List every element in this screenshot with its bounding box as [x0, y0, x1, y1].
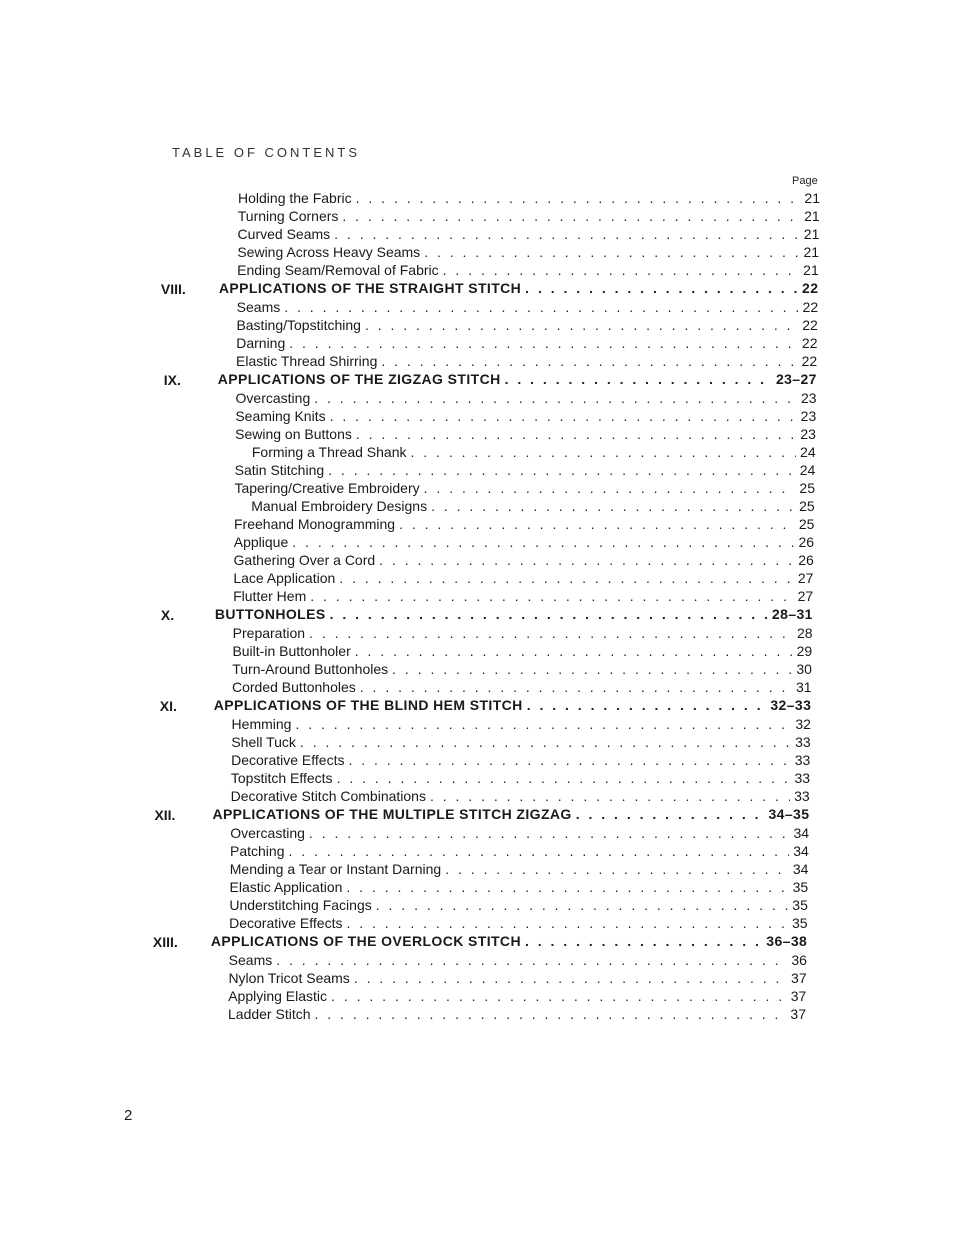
toc-entry-row — [0, 552, 954, 570]
toc-entry-row — [0, 988, 954, 1006]
toc-line — [214, 697, 812, 713]
toc-line — [228, 970, 806, 986]
entry-title: Overcasting — [230, 825, 305, 841]
dot-leader — [284, 299, 798, 315]
dot-leader — [525, 280, 798, 296]
dot-leader — [315, 1006, 787, 1022]
dot-leader — [430, 788, 790, 804]
page-ref: 24 — [800, 444, 816, 460]
dot-leader — [295, 716, 791, 732]
toc-line — [238, 208, 820, 224]
entry-title: Shell Tuck — [231, 734, 296, 750]
toc-entry-row — [0, 897, 954, 915]
dot-leader — [339, 570, 794, 586]
entry-title: Freehand Monogramming — [234, 516, 396, 532]
section-number: IX. — [163, 372, 181, 388]
toc-entry-row — [0, 208, 954, 226]
entry-title: Elastic Thread Shirring — [236, 353, 378, 369]
toc-entry-row — [0, 716, 954, 734]
dot-leader — [288, 843, 789, 859]
toc-line — [237, 244, 819, 260]
page-ref: 33 — [794, 788, 810, 804]
entry-title: Seams — [228, 952, 273, 968]
page-ref: 22 — [802, 280, 819, 296]
dot-leader — [399, 516, 795, 532]
dot-leader — [289, 335, 798, 351]
page-ref: 29 — [796, 643, 813, 659]
page-number: 2 — [124, 1107, 133, 1124]
page-ref: 34–35 — [768, 806, 810, 822]
entry-title: Seaming Knits — [235, 408, 326, 424]
dot-leader — [330, 606, 768, 622]
toc-entry-row — [0, 661, 954, 679]
toc-line — [229, 915, 807, 931]
section-title: APPLICATIONS OF THE MULTIPLE STITCH ZIGZAG — [212, 806, 572, 822]
toc-entry-row — [0, 444, 954, 462]
toc-line — [235, 408, 816, 424]
entry-title: Ladder Stitch — [228, 1006, 311, 1022]
entry-title: Curved Seams — [237, 226, 331, 242]
dot-leader — [300, 734, 791, 750]
page-ref: 34 — [793, 843, 809, 859]
entry-title: Built-in Buttonholer — [232, 643, 351, 659]
entry-title: Basting/Topstitching — [236, 317, 361, 333]
entry-title: Elastic Application — [229, 879, 343, 895]
toc-line — [230, 879, 809, 895]
dot-leader — [576, 806, 765, 822]
dot-leader — [334, 226, 800, 242]
page-ref: 32 — [795, 716, 811, 732]
section-number: VIII. — [160, 281, 186, 297]
toc-entry-row — [0, 625, 954, 643]
entry-title: Decorative Effects — [229, 915, 343, 931]
entry-title: Topstitch Effects — [230, 770, 333, 786]
toc-entry-row — [0, 462, 954, 480]
section-title: APPLICATIONS OF THE OVERLOCK STITCH — [210, 933, 521, 949]
entry-title: Overcasting — [235, 390, 311, 406]
toc-line — [236, 390, 817, 406]
dot-leader — [525, 933, 762, 949]
toc-entry-row — [0, 353, 954, 371]
dot-leader — [505, 371, 772, 387]
dot-leader — [330, 408, 797, 424]
toc-section-row — [0, 371, 954, 390]
dot-leader — [424, 244, 799, 260]
toc-line — [228, 1006, 806, 1022]
toc-line — [215, 606, 813, 622]
toc-line — [234, 480, 815, 496]
toc-entry-row — [0, 879, 954, 897]
toc-entry-row — [0, 752, 954, 770]
section-number: XII. — [154, 807, 176, 823]
dot-leader — [331, 988, 787, 1004]
toc-line — [234, 516, 814, 532]
page-ref: 25 — [799, 498, 815, 514]
section-title: APPLICATIONS OF THE BLIND HEM STITCH — [213, 697, 523, 713]
dot-leader — [328, 462, 796, 478]
dot-leader — [346, 915, 788, 931]
toc-line — [212, 806, 809, 822]
entry-title: Sewing Across Heavy Seams — [237, 244, 421, 260]
page-ref: 34 — [792, 861, 809, 877]
entry-title: Manual Embroidery Designs — [251, 498, 428, 514]
section-number: XIII. — [152, 934, 178, 950]
dot-leader — [443, 262, 800, 278]
toc-line — [233, 625, 813, 641]
toc-line — [232, 661, 812, 677]
toc-entry-row — [0, 390, 954, 408]
toc-entry-row — [0, 952, 954, 970]
toc-line — [230, 825, 809, 841]
toc-line — [231, 770, 810, 786]
toc-entry-row — [0, 915, 954, 933]
toc-line — [229, 952, 807, 968]
entry-title: Seams — [236, 299, 281, 315]
toc-entry-row — [0, 825, 954, 843]
toc-line — [232, 679, 812, 695]
page-ref: 31 — [796, 679, 812, 695]
entry-title: Understitching Facings — [229, 897, 372, 913]
page-ref: 26 — [798, 534, 815, 550]
dot-leader — [342, 208, 800, 224]
page-ref: 21 — [804, 190, 820, 206]
entry-title: Ending Seam/Removal of Fabric — [237, 262, 439, 278]
dot-leader — [392, 661, 792, 677]
dot-leader — [410, 444, 796, 460]
page-ref: 32–33 — [770, 697, 812, 713]
dot-leader — [360, 679, 792, 695]
toc-line — [218, 371, 817, 387]
toc-line — [231, 734, 810, 750]
page-ref: 26 — [798, 552, 814, 568]
toc-section-row — [0, 697, 954, 716]
entry-title: Tapering/Creative Embroidery — [234, 480, 420, 496]
toc-line — [236, 335, 817, 351]
entry-title: Forming a Thread Shank — [251, 444, 407, 460]
entry-title: Applique — [233, 534, 289, 550]
toc-entry-row — [0, 734, 954, 752]
dot-leader — [309, 825, 790, 841]
page-ref: 27 — [797, 570, 814, 586]
toc-entry-row — [0, 679, 954, 697]
entry-title: Hemming — [231, 716, 292, 732]
toc-line — [231, 788, 810, 804]
toc-section-row — [0, 806, 954, 825]
entry-title: Turn-Around Buttonholes — [232, 661, 389, 677]
toc-line — [228, 988, 806, 1004]
entry-title: Gathering Over a Cord — [233, 552, 376, 568]
page-ref: 21 — [803, 262, 819, 278]
toc-entry-row — [0, 190, 954, 208]
dot-leader — [309, 625, 793, 641]
entry-title: Darning — [236, 335, 286, 351]
page-ref: 22 — [802, 299, 819, 315]
page-ref: 25 — [798, 516, 815, 532]
page-ref: 35 — [792, 897, 808, 913]
dot-leader — [424, 480, 796, 496]
page-ref: 22 — [802, 317, 818, 333]
page-ref: 23–27 — [775, 371, 817, 387]
toc-entry-row — [0, 770, 954, 788]
page-ref: 37 — [791, 970, 807, 986]
entry-title: Turning Corners — [237, 208, 339, 224]
entry-title: Nylon Tricot Seams — [228, 970, 350, 986]
toc-line — [234, 552, 814, 568]
toc-entry-row — [0, 534, 954, 552]
page-ref: 36–38 — [766, 933, 808, 949]
entry-title: Holding the Fabric — [238, 190, 352, 206]
page-ref: 21 — [803, 226, 820, 242]
dot-leader — [365, 317, 798, 333]
toc-entry-row — [0, 262, 954, 280]
toc-line — [236, 353, 817, 369]
dot-leader — [356, 426, 797, 442]
toc-entry-row — [0, 226, 954, 244]
dot-leader — [445, 861, 789, 877]
entry-title: Applying Elastic — [228, 988, 328, 1004]
toc-line — [211, 933, 807, 949]
toc-line — [234, 534, 814, 550]
toc-entry-row — [0, 843, 954, 861]
toc-entry-row — [0, 588, 954, 606]
page-ref: 25 — [799, 480, 815, 496]
dot-leader — [337, 770, 791, 786]
page-ref: 33 — [794, 752, 811, 768]
page-ref: 23 — [800, 408, 817, 424]
toc-line — [237, 262, 819, 278]
dot-leader — [310, 588, 793, 604]
toc-entry-row — [0, 299, 954, 317]
dot-leader — [379, 552, 794, 568]
page-ref: 24 — [799, 462, 816, 478]
toc-entry-row — [0, 498, 954, 516]
toc-entry-row — [0, 861, 954, 879]
page-ref: 37 — [790, 1006, 806, 1022]
toc-line — [232, 716, 811, 732]
page-ref: 28–31 — [771, 606, 813, 622]
dot-leader — [527, 697, 767, 713]
page-ref: 35 — [792, 879, 809, 895]
entry-title: Flutter Hem — [233, 588, 307, 604]
toc-line — [233, 588, 813, 604]
toc-line — [229, 897, 808, 913]
toc-line — [233, 570, 813, 586]
dot-leader — [355, 643, 793, 659]
toc-line — [235, 426, 816, 442]
toc-entry-row — [0, 788, 954, 806]
section-title: APPLICATIONS OF THE ZIGZAG STITCH — [217, 371, 501, 387]
toc-section-row — [0, 606, 954, 625]
toc-line — [231, 752, 810, 768]
dot-leader — [276, 952, 787, 968]
page-ref: 21 — [803, 244, 820, 260]
entry-title: Preparation — [232, 625, 306, 641]
page-ref: 23 — [800, 426, 816, 442]
page-ref: 37 — [790, 988, 807, 1004]
toc-entry-row — [0, 570, 954, 588]
page-column-label: Page — [792, 175, 818, 187]
toc-entry-row — [0, 1006, 954, 1024]
entry-title: Sewing on Buttons — [235, 426, 352, 442]
toc-line — [251, 498, 814, 514]
entry-title: Lace Application — [233, 570, 336, 586]
dot-leader — [431, 498, 795, 514]
page-ref: 22 — [801, 353, 818, 369]
entry-title: Patching — [230, 843, 285, 859]
dot-leader — [348, 752, 790, 768]
page-ref: 30 — [796, 661, 812, 677]
entry-title: Decorative Stitch Combinations — [230, 788, 426, 804]
page-ref: 33 — [795, 734, 811, 750]
dot-leader — [381, 353, 797, 369]
section-number: X. — [160, 607, 175, 623]
toc-line — [238, 226, 820, 242]
toc-entry-row — [0, 643, 954, 661]
toc-list — [0, 190, 954, 1024]
toc-line — [230, 843, 809, 859]
toc-entry-row — [0, 480, 954, 498]
dot-leader — [314, 390, 797, 406]
toc-section-row — [0, 280, 954, 299]
toc-entry-row — [0, 426, 954, 444]
toc-entry-row — [0, 408, 954, 426]
page-ref: 34 — [793, 825, 810, 841]
page-ref: 33 — [794, 770, 811, 786]
toc-entry-row — [0, 317, 954, 335]
toc-entry-row — [0, 516, 954, 534]
entry-title: Satin Stitching — [234, 462, 325, 478]
dot-leader — [376, 897, 789, 913]
entry-title: Decorative Effects — [231, 752, 345, 768]
toc-line — [236, 317, 817, 333]
toc-section-row — [0, 933, 954, 952]
section-number: XI. — [159, 698, 177, 714]
section-title: APPLICATIONS OF THE STRAIGHT STITCH — [218, 280, 522, 296]
dot-leader — [354, 970, 787, 986]
section-title: BUTTONHOLES — [214, 606, 326, 622]
toc-line — [252, 444, 816, 460]
page-ref: 28 — [796, 625, 813, 641]
toc-line — [232, 643, 812, 659]
toc-entry-row — [0, 335, 954, 353]
dot-leader — [356, 190, 801, 206]
page-ref: 27 — [797, 588, 814, 604]
page-ref: 22 — [801, 335, 818, 351]
toc-entry-row — [0, 244, 954, 262]
dot-leader — [292, 534, 794, 550]
toc-line — [235, 462, 816, 478]
toc-entry-row — [0, 970, 954, 988]
entry-title: Corded Buttonholes — [232, 679, 356, 695]
page-ref: 35 — [791, 915, 808, 931]
toc-line — [237, 299, 818, 315]
page-ref: 21 — [804, 208, 820, 224]
toc-line — [219, 280, 819, 296]
toc-line — [230, 861, 809, 877]
dot-leader — [346, 879, 788, 895]
toc-title: TABLE OF CONTENTS — [172, 145, 360, 160]
entry-title: Mending a Tear or Instant Darning — [229, 861, 442, 877]
page-ref: 23 — [800, 390, 817, 406]
toc-line — [238, 190, 820, 206]
page-ref: 36 — [791, 952, 807, 968]
